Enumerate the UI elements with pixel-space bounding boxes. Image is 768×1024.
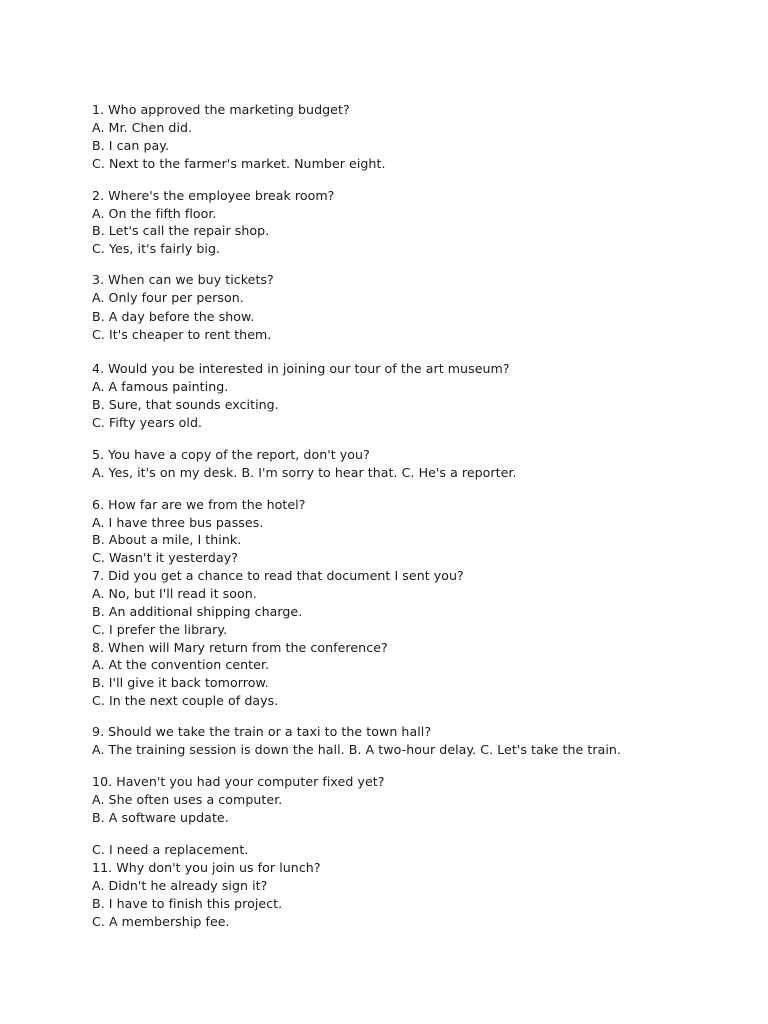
q6-option-b: B. About a mile, I think. [92,532,242,547]
question-1: 1. Who approved the marketing budget? [92,102,350,117]
q1-option-a: A. Mr. Chen did. [92,120,193,135]
question-8: 8. When will Mary return from the conference? [92,640,388,655]
question-4: 4. Would you be interested in joining our tour of the art museum? [92,361,510,376]
q2-option-b: B. Let's call the repair shop. [92,223,270,238]
q10-option-b: B. A software update. [92,810,229,825]
q10-option-c: C. I need a replacement. [92,842,249,857]
q6-option-c: C. Wasn't it yesterday? [92,550,238,565]
q8-option-b: B. I'll give it back tomorrow. [92,675,269,690]
q11-option-c: C. A membership fee. [92,914,230,929]
q3-option-c: C. It's cheaper to rent them. [92,327,272,342]
q8-option-a: A. At the convention center. [92,657,270,672]
q7-option-a: A. No, but I'll read it soon. [92,586,257,601]
q1-option-b: B. I can pay. [92,138,170,153]
q1-option-c: C. Next to the farmer's market. Number eight. [92,156,386,171]
q3-option-a: A. Only four per person. [92,290,244,305]
q4-option-c: C. Fifty years old. [92,415,203,430]
q9-options: A. The training session is down the hall. B. A two-hour delay. C. Let's take the train. [92,742,622,757]
question-6: 6. How far are we from the hotel? [92,497,306,512]
q7-option-b: B. An additional shipping charge. [92,604,303,619]
q10-option-a: A. She often uses a computer. [92,792,283,807]
question-3: 3. When can we buy tickets? [92,272,274,287]
question-11: 11. Why don't you join us for lunch? [92,860,321,875]
question-5: 5. You have a copy of the report, don't you? [92,447,370,462]
q2-option-a: A. On the fifth floor. [92,206,217,221]
q8-option-c: C. In the next couple of days. [92,693,279,708]
q11-option-b: B. I have to finish this project. [92,896,283,911]
q2-option-c: C. Yes, it's fairly big. [92,241,221,256]
q5-options: A. Yes, it's on my desk. B. I'm sorry to hear that. C. He's a reporter. [92,465,517,480]
q7-option-c: C. I prefer the library. [92,622,228,637]
question-7: 7. Did you get a chance to read that document I sent you? [92,568,464,583]
question-2: 2. Where's the employee break room? [92,188,335,203]
q4-option-a: A. A famous painting. [92,379,229,394]
q6-option-a: A. I have three bus passes. [92,515,264,530]
question-9: 9. Should we take the train or a taxi to the town hall? [92,724,432,739]
q4-option-b: B. Sure, that sounds exciting. [92,397,279,412]
question-10: 10. Haven't you had your computer fixed yet? [92,774,385,789]
q3-option-b: B. A day before the show. [92,309,255,324]
q11-option-a: A. Didn't he already sign it? [92,878,268,893]
